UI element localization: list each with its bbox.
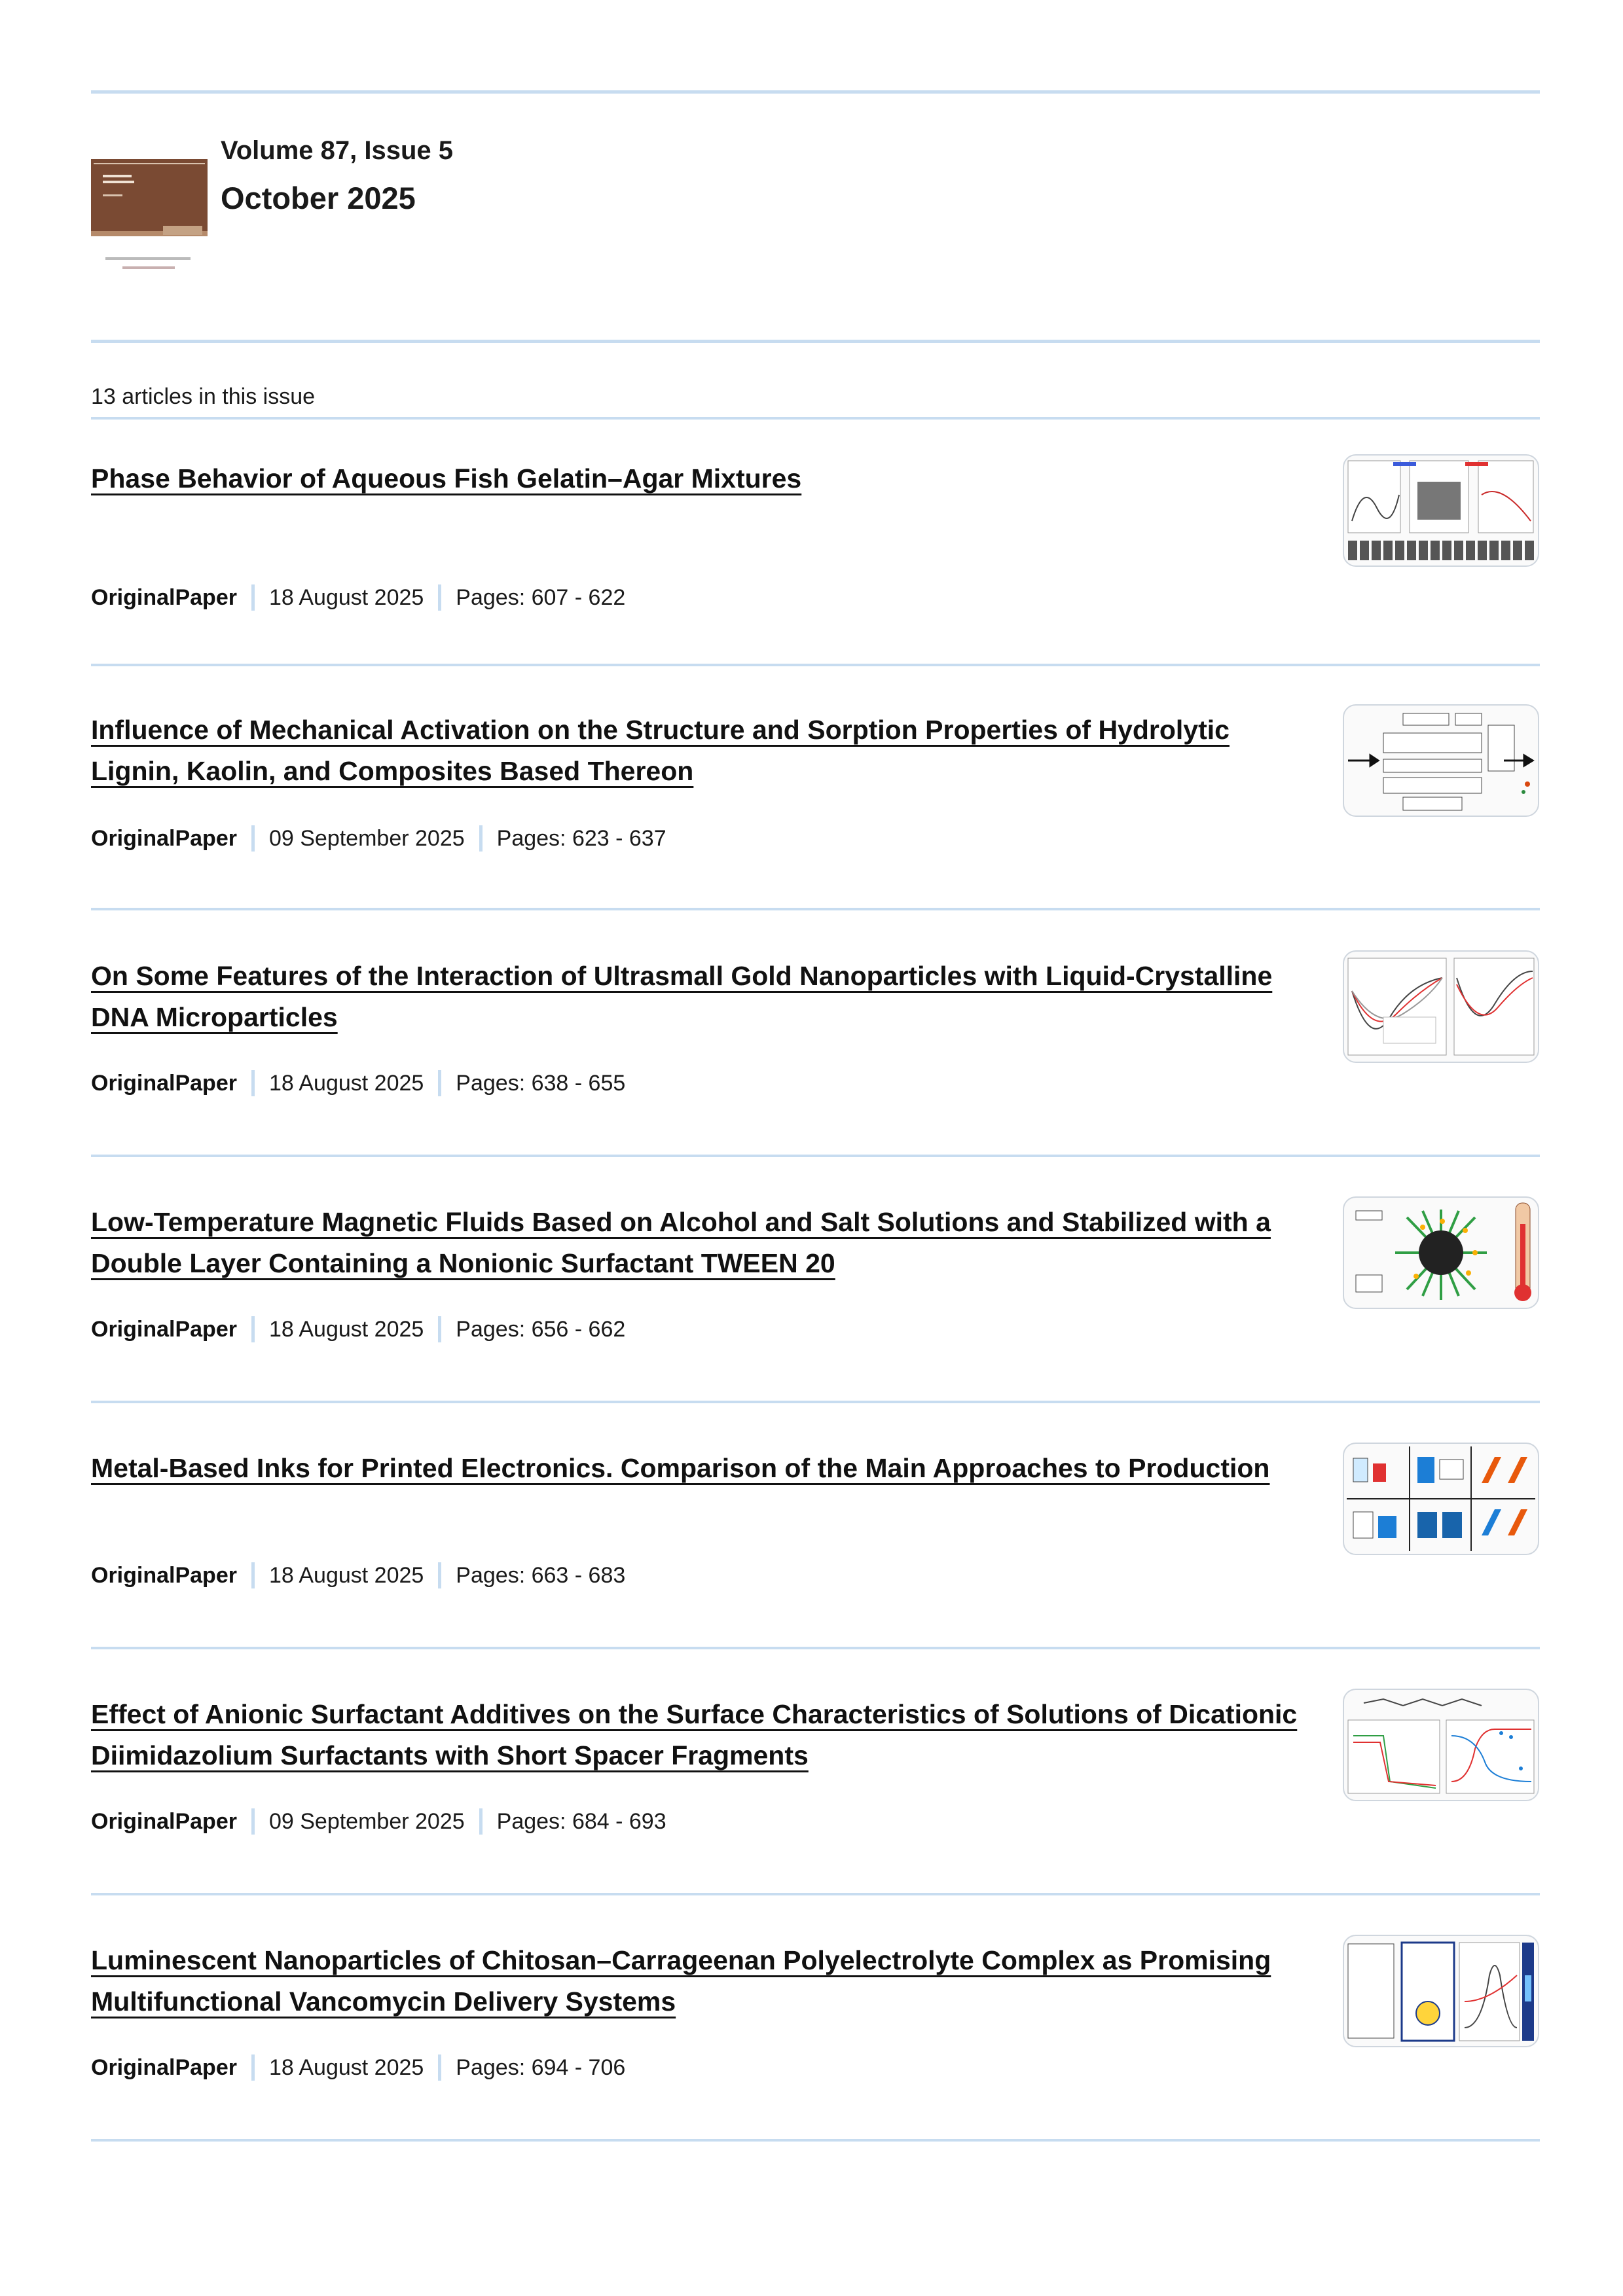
article-divider: [91, 1401, 1540, 1403]
article-meta: [91, 1562, 625, 1589]
article-date: 09 September 2025: [268, 825, 465, 851]
article-type: OriginalPaper: [91, 1808, 237, 1834]
article-thumbnail[interactable]: [1343, 1443, 1539, 1555]
article-title: [91, 709, 1302, 792]
article-pages: Pages: 607 - 622: [456, 584, 626, 610]
meta-separator: [438, 2054, 441, 2081]
meta-separator: [251, 1562, 255, 1588]
graphical-abstract-image: [1344, 1690, 1538, 1800]
article-title-link[interactable]: Luminescent Nanoparticles of Chitosan–Carrageenan Polyelectrolyte Complex as Promising Multifunctional Vancomycin Delivery Systems: [91, 1945, 1271, 2017]
article-date: 18 August 2025: [268, 2054, 424, 2080]
article-item: [91, 956, 1540, 1202]
article-title-link[interactable]: Effect of Anionic Surfactant Additives on the Surface Characteristics of Solutions of Dicationic Diimidazolium Surfactants with Short Spacer Fragments: [91, 1699, 1298, 1770]
article-divider: [91, 1893, 1540, 1895]
article-title: [91, 1448, 1302, 1489]
article-title-link[interactable]: On Some Features of the Interaction of Ultrasmall Gold Nanoparticles with Liquid-Crystalline DNA Microparticles: [91, 961, 1273, 1032]
article-type: OriginalPaper: [91, 2054, 237, 2080]
article-type: OriginalPaper: [91, 1562, 237, 1588]
meta-separator: [251, 825, 255, 852]
meta-separator: [479, 1808, 483, 1835]
article-title-link[interactable]: Phase Behavior of Aqueous Fish Gelatin–Agar Mixtures: [91, 463, 802, 493]
article-meta: [91, 1808, 666, 1835]
article-title-link[interactable]: Low-Temperature Magnetic Fluids Based on Alcohol and Salt Solutions and Stabilized with a Double Layer Containing a Nonionic Surfactant TWEEN 20: [91, 1207, 1271, 1278]
graphical-abstract-image: [1344, 952, 1538, 1062]
meta-separator: [251, 1808, 255, 1835]
article-thumbnail[interactable]: [1343, 704, 1539, 817]
cover-subtitle-mark: [103, 194, 122, 196]
meta-separator: [479, 825, 483, 852]
meta-separator: [438, 1070, 441, 1096]
article-type: OriginalPaper: [91, 584, 237, 610]
meta-separator: [438, 584, 441, 611]
article-thumbnail[interactable]: [1343, 1935, 1539, 2047]
article-pages: Pages: 623 - 637: [496, 825, 666, 851]
list-top-rule: [91, 417, 1540, 420]
graphical-abstract-image: [1344, 706, 1538, 816]
journal-cover-image[interactable]: [91, 159, 208, 283]
article-date: 18 August 2025: [268, 1070, 424, 1096]
article-pages: Pages: 694 - 706: [456, 2054, 626, 2080]
article-meta: [91, 2054, 625, 2081]
article-item: [91, 1940, 1540, 2186]
article-date: 09 September 2025: [268, 1808, 465, 1834]
meta-separator: [251, 1070, 255, 1096]
publisher-logo-secondary: [122, 266, 175, 269]
article-thumbnail[interactable]: [1343, 454, 1539, 567]
articles-count: 13 articles in this issue: [91, 384, 316, 409]
graphical-abstract-image: [1344, 1936, 1538, 2046]
publisher-logo: [105, 257, 191, 260]
issue-volume: Volume 87, Issue 5: [221, 136, 453, 165]
article-divider: [91, 664, 1540, 666]
meta-separator: [438, 1316, 441, 1342]
header-bottom-rule: [91, 340, 1540, 343]
article-pages: Pages: 684 - 693: [496, 1808, 666, 1834]
article-meta: [91, 584, 625, 611]
issue-date: October 2025: [221, 181, 416, 215]
article-type: OriginalPaper: [91, 1070, 237, 1096]
cover-tab: [163, 226, 202, 235]
graphical-abstract-image: [1344, 1444, 1538, 1554]
article-item: [91, 1202, 1540, 1448]
graphical-abstract-image: [1344, 1198, 1538, 1308]
article-thumbnail[interactable]: [1343, 1196, 1539, 1309]
article-pages: Pages: 638 - 655: [456, 1070, 626, 1096]
graphical-abstract-image: [1344, 456, 1538, 565]
meta-separator: [251, 1316, 255, 1342]
article-divider: [91, 2139, 1540, 2142]
article-pages: Pages: 656 - 662: [456, 1316, 626, 1342]
article-title: [91, 1940, 1302, 2022]
article-title-link[interactable]: Metal-Based Inks for Printed Electronics. Comparison of the Main Approaches to Production: [91, 1453, 1270, 1483]
article-pages: Pages: 663 - 683: [456, 1562, 626, 1588]
meta-separator: [251, 2054, 255, 2081]
meta-separator: [251, 584, 255, 611]
article-meta: [91, 1069, 625, 1097]
article-item: [91, 458, 1540, 704]
article-title: [91, 1694, 1302, 1776]
article-title: [91, 956, 1302, 1038]
article-title: [91, 1202, 1302, 1284]
article-thumbnail[interactable]: [1343, 1689, 1539, 1801]
cover-title-mark: [103, 175, 132, 177]
article-date: 18 August 2025: [268, 1316, 424, 1342]
cover-title-mark: [103, 181, 134, 183]
article-divider: [91, 908, 1540, 910]
article-item: [91, 1694, 1540, 1940]
article-date: 18 August 2025: [268, 584, 424, 610]
article-title-link[interactable]: Influence of Mechanical Activation on the Structure and Sorption Properties of Hydrolytic Lignin, Kaolin, and Composites Based Thereon: [91, 715, 1230, 786]
article-thumbnail[interactable]: [1343, 950, 1539, 1063]
header-top-rule: [91, 90, 1540, 94]
article-divider: [91, 1155, 1540, 1157]
article-meta: [91, 825, 666, 852]
article-type: OriginalPaper: [91, 825, 237, 851]
cover-header-line: [94, 163, 205, 168]
article-type: OriginalPaper: [91, 1316, 237, 1342]
article-title: [91, 458, 1302, 499]
article-item: [91, 1448, 1540, 1694]
article-date: 18 August 2025: [268, 1562, 424, 1588]
meta-separator: [438, 1562, 441, 1588]
article-divider: [91, 1647, 1540, 1649]
article-item: [91, 709, 1540, 956]
article-meta: [91, 1316, 625, 1343]
